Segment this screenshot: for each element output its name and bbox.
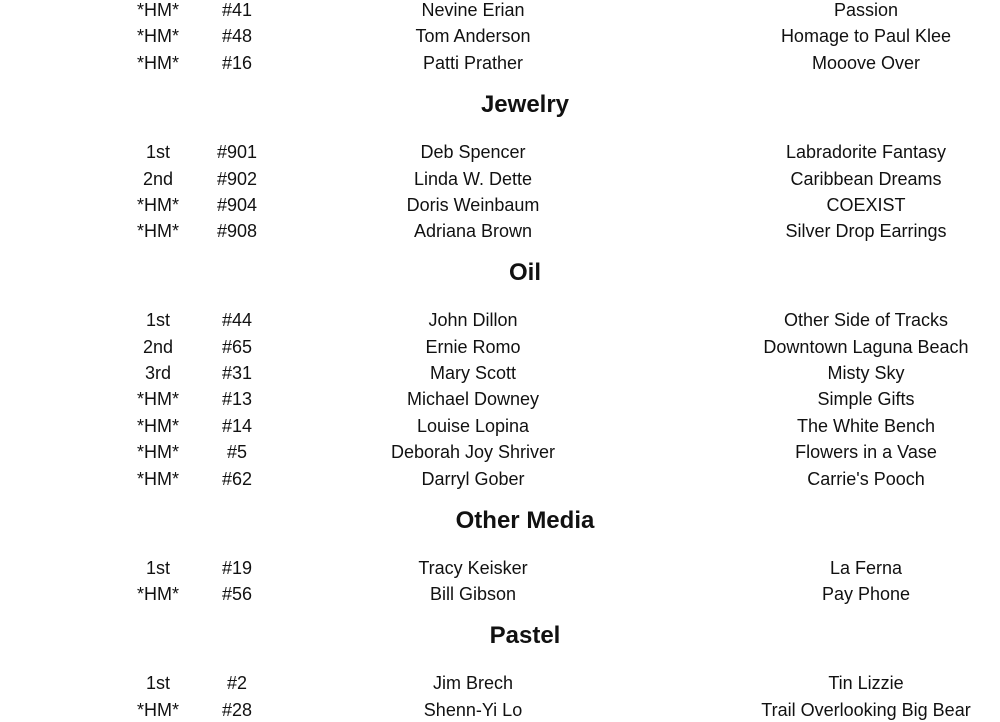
artist-name: Nevine Erian: [421, 0, 525, 20]
artist-name: Deb Spencer: [420, 142, 526, 162]
entry-number: #62: [221, 469, 253, 489]
entry-number: #19: [221, 558, 253, 578]
artwork-title: Simple Gifts: [817, 389, 915, 409]
award-row: [0, 387, 1000, 411]
artist-name: Louise Lopina: [416, 416, 530, 436]
artist-name: Tracy Keisker: [418, 558, 528, 578]
award-row: [0, 361, 1000, 385]
entry-number: #56: [221, 584, 253, 604]
artwork-title: Carrie's Pooch: [807, 469, 925, 489]
award-place: 1st: [145, 142, 170, 162]
artwork-title: Trail Overlooking Big Bear: [761, 700, 971, 720]
artist-name: Patti Prather: [422, 53, 524, 73]
entry-number: #48: [221, 26, 253, 46]
entry-number: #13: [221, 389, 253, 409]
artist-name: Shenn-Yi Lo: [423, 700, 523, 720]
artist-name: Tom Anderson: [415, 26, 531, 46]
artwork-title: COEXIST: [826, 195, 906, 215]
entry-number: #44: [221, 310, 253, 330]
award-place: 2nd: [142, 169, 174, 189]
award-row: [0, 167, 1000, 191]
artist-name: Adriana Brown: [413, 221, 533, 241]
award-place: *HM*: [136, 442, 179, 462]
award-row: [0, 556, 1000, 580]
award-place: 1st: [145, 558, 170, 578]
entry-number: #904: [216, 195, 258, 215]
artwork-title: Silver Drop Earrings: [785, 221, 947, 241]
artist-name: Mary Scott: [429, 363, 517, 383]
award-row: [0, 193, 1000, 217]
artwork-title: Downtown Laguna Beach: [763, 337, 969, 357]
artist-name: Bill Gibson: [429, 584, 517, 604]
award-place: 2nd: [142, 337, 174, 357]
entry-number: #28: [221, 700, 253, 720]
artist-name: Darryl Gober: [421, 469, 525, 489]
award-place: *HM*: [136, 700, 179, 720]
award-place: *HM*: [136, 416, 179, 436]
award-row: [0, 582, 1000, 606]
artist-name: Michael Downey: [406, 389, 540, 409]
award-row: [0, 219, 1000, 243]
artist-name: Deborah Joy Shriver: [390, 442, 556, 462]
award-row: [0, 440, 1000, 464]
entry-number: #902: [216, 169, 258, 189]
entry-number: #31: [221, 363, 253, 383]
award-row: [0, 467, 1000, 491]
category-heading-other-media: Other Media: [455, 507, 595, 534]
category-heading-pastel: Pastel: [489, 622, 561, 649]
award-place: *HM*: [136, 221, 179, 241]
artwork-title: The White Bench: [796, 416, 936, 436]
artwork-title: Labradorite Fantasy: [785, 142, 947, 162]
entry-number: #901: [216, 142, 258, 162]
artwork-title: Tin Lizzie: [828, 673, 904, 693]
award-place: 1st: [145, 310, 170, 330]
artwork-title: Caribbean Dreams: [790, 169, 942, 189]
award-row: [0, 308, 1000, 332]
award-place: *HM*: [136, 53, 179, 73]
artwork-title: Homage to Paul Klee: [780, 26, 952, 46]
artwork-title: Flowers in a Vase: [795, 442, 937, 462]
entry-number: #41: [221, 0, 253, 20]
award-place: *HM*: [136, 469, 179, 489]
entry-number: #5: [226, 442, 248, 462]
artist-name: Linda W. Dette: [413, 169, 533, 189]
award-place: *HM*: [136, 195, 179, 215]
category-heading-oil: Oil: [508, 259, 541, 286]
award-row: [0, 51, 1000, 75]
entry-number: #2: [226, 673, 248, 693]
award-place: *HM*: [136, 389, 179, 409]
award-row: [0, 671, 1000, 695]
artwork-title: Passion: [833, 0, 899, 20]
artwork-title: Other Side of Tracks: [783, 310, 949, 330]
artwork-title: La Ferna: [829, 558, 903, 578]
artist-name: John Dillon: [428, 310, 518, 330]
category-heading-jewelry: Jewelry: [480, 91, 570, 118]
artist-name: Jim Brech: [432, 673, 513, 693]
entry-number: #16: [221, 53, 253, 73]
artist-name: Ernie Romo: [425, 337, 521, 357]
entry-number: #14: [221, 416, 253, 436]
award-row: [0, 698, 1000, 722]
award-row: [0, 140, 1000, 164]
entry-number: #65: [221, 337, 253, 357]
award-place: *HM*: [136, 26, 179, 46]
award-place: 3rd: [144, 363, 171, 383]
artwork-title: Pay Phone: [821, 584, 911, 604]
entry-number: #908: [216, 221, 258, 241]
artwork-title: Mooove Over: [811, 53, 921, 73]
award-place: *HM*: [136, 584, 179, 604]
award-row: [0, 0, 1000, 22]
artwork-title: Misty Sky: [827, 363, 905, 383]
artist-name: Doris Weinbaum: [406, 195, 540, 215]
award-place: *HM*: [136, 0, 179, 20]
award-row: [0, 335, 1000, 359]
award-place: 1st: [145, 673, 170, 693]
award-row: [0, 24, 1000, 48]
award-row: [0, 414, 1000, 438]
